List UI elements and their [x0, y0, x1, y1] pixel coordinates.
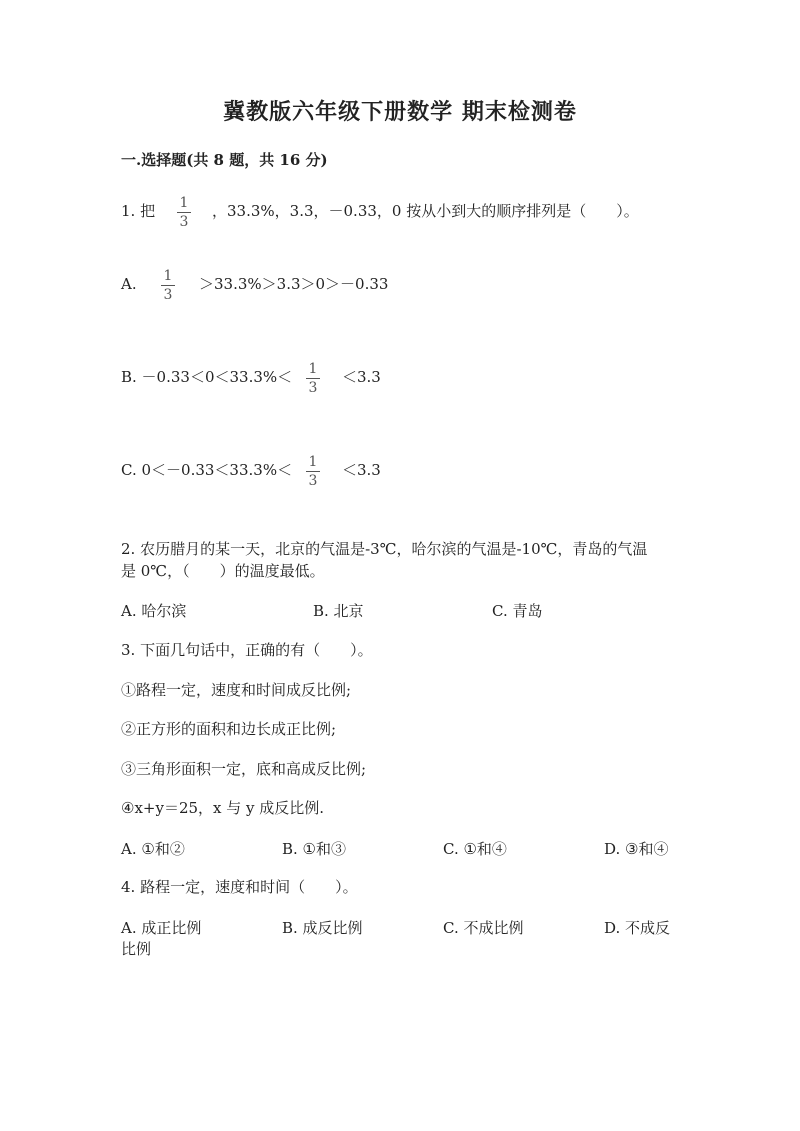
q2-option-c: C. 青岛	[492, 602, 543, 620]
page-title: 冀教版六年级下册数学 期末检测卷	[223, 99, 577, 125]
q3-option-c: C. ①和④	[443, 840, 507, 858]
q1-option-b-fraction: 1 3	[306, 362, 320, 395]
q1-option-a-label: A.	[121, 275, 137, 293]
q1-option-a-text: ＞33.3%＞3.3＞0＞－0.33	[199, 275, 389, 293]
q3-option-d: D. ③和④	[604, 840, 669, 858]
q1-fraction	[177, 196, 191, 229]
q4-option-d: D. 不成反	[604, 919, 671, 937]
q3-option-a: A. ①和②	[121, 840, 185, 858]
q3-statement-2: ②正方形的面积和边长成正比例;	[121, 720, 337, 738]
q4-option-a: A. 成正比例	[121, 919, 202, 937]
fraction-denominator: 3	[179, 214, 189, 230]
q2-option-a: A. 哈尔滨	[121, 602, 187, 620]
section-heading: 一.选择题(共 8 题，共 16 分)	[121, 151, 328, 169]
q2-stem-line2: 是 0℃，（ ）的温度最低。	[121, 562, 325, 580]
q3-stem: 3. 下面几句话中，正确的有（ ）。	[121, 641, 373, 659]
q1-option-b-prefix: B. －0.33＜0＜33.3%＜	[121, 368, 293, 386]
q4-option-d-wrap: 比例	[121, 940, 152, 958]
q3-statement-1: ①路程一定，速度和时间成反比例;	[121, 681, 352, 699]
q4-option-c: C. 不成比例	[443, 919, 524, 937]
q4-option-b: B. 成反比例	[282, 919, 363, 937]
q1-option-c-suffix: ＜3.3	[342, 461, 381, 479]
q1-option-a-fraction: 1 3	[161, 269, 175, 302]
q1-option-c-fraction: 1 3	[306, 455, 320, 488]
q1-prefix: 1. 把	[121, 202, 156, 220]
q1-option-c-prefix: C. 0＜－0.33＜33.3%＜	[121, 461, 293, 479]
q3-statement-4: ④x+y＝25，x 与 y 成反比例.	[121, 799, 325, 817]
q3-option-b: B. ①和③	[282, 840, 347, 858]
q1-suffix: ，33.3%，3.3，－0.33，0 按从小到大的顺序排列是（ ）。	[212, 202, 639, 220]
q2-option-b: B. 北京	[313, 602, 364, 620]
q2-stem-line1: 2. 农历腊月的某一天，北京的气温是-3℃，哈尔滨的气温是-10℃，青岛的气温	[121, 540, 648, 558]
q3-statement-3: ③三角形面积一定，底和高成反比例;	[121, 760, 367, 778]
fraction-numerator: 1	[179, 195, 189, 211]
q4-stem: 4. 路程一定，速度和时间（ ）。	[121, 878, 358, 896]
q1-option-b-suffix: ＜3.3	[342, 368, 381, 386]
